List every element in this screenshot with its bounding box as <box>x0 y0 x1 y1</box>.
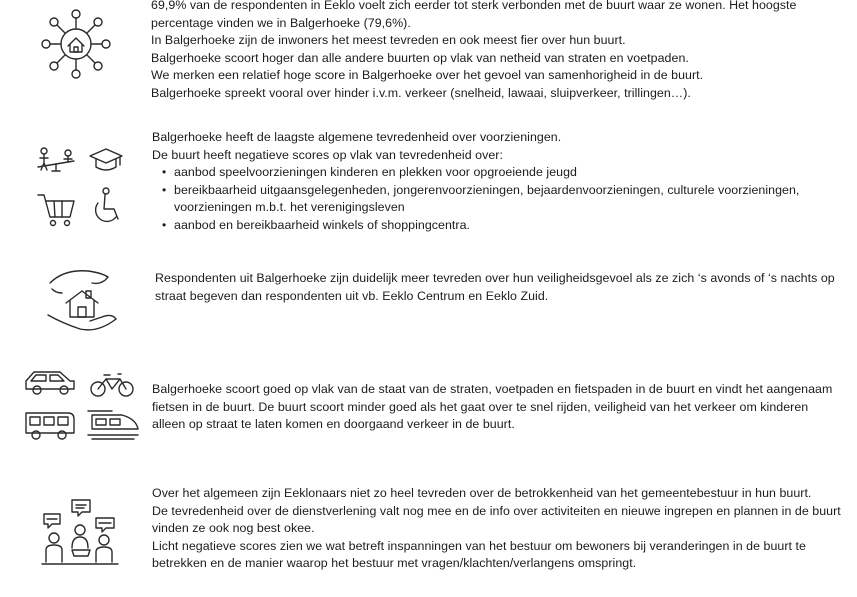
bicycle-icon <box>91 374 133 396</box>
paragraph: Respondenten uit Balgerhoeke zijn duidelijk meer tevreden over hun veiligheidsgevoel als ze zich ‘s avonds of ‘s nachts op straat begeven dan respondenten uit vb. Eeklo Centrum en Eeklo Zuid. <box>155 271 835 303</box>
list-item: • aanbod speelvoorzieningen kinderen en plekken voor opgroeiende jeugd <box>152 164 832 182</box>
section-community-text <box>151 0 851 103</box>
section-facilities <box>0 125 857 240</box>
paragraph: 69,9% van de respondenten in Eeklo voelt zich eerder tot sterk verbonden met de buurt waar ze wonen. Het hoogste percentage vinden we in Balgerhoeke (79,6%). <box>151 0 797 30</box>
paragraph: Over het algemeen zijn Eeklonaars niet zo heel tevreden over de betrokkenheid van het gemeentebestuur in hun buurt. <box>152 486 812 500</box>
paragraph: Balgerhoeke scoort hoger dan alle andere buurten op vlak van netheid van straten en voetpaden. <box>151 50 689 65</box>
paragraph: Balgerhoeke scoort goed op vlak van de staat van de straten, voetpaden en fietspaden in de buurt en vindt het aangenaam fietsen in de buurt. De buurt scoort minder goed als het gaat over te snel rijden, veiligheid van het verkeer om kinderen alleen op straat te laten komen en doorgaand verkeer in de buurt. <box>152 382 833 432</box>
paragraph: De tevredenheid over de dienstverlening valt nog mee en de info over activiteiten en nieuwe ingrepen en plannen in de buurt vinden ze ook nog best okee. <box>152 503 841 536</box>
section-facilities-text <box>152 129 832 235</box>
shopping-cart-icon <box>38 195 74 226</box>
house-in-hands-icon <box>42 263 124 335</box>
bus-icon <box>26 413 74 439</box>
facilities-bullet-list <box>152 164 832 234</box>
paragraph: In Balgerhoeke zijn de inwoners het meest tevreden en ook meest fier over hun buurt. <box>151 33 626 48</box>
section-safety-text <box>155 270 845 305</box>
graduation-cap-icon <box>90 149 122 170</box>
facilities-icons <box>34 143 128 231</box>
paragraph: Balgerhoeke heeft de laagste algemene tevredenheid over voorzieningen. <box>152 130 562 144</box>
paragraph: De buurt heeft negatieve scores op vlak van tevredenheid over: <box>152 147 503 162</box>
train-icon <box>88 411 138 439</box>
playground-icon <box>38 148 74 171</box>
paragraph: Balgerhoeke spreekt vooral over hinder i.v.m. verkeer (snelheid, lawaai, sluipverkeer, trillingen…). <box>151 85 691 100</box>
paragraph: We merken een relatief hoge score in Balgerhoeke over het gevoel van samenhorigheid in de buurt. <box>151 68 704 83</box>
section-community <box>0 0 857 110</box>
meeting-discussion-icon <box>38 496 122 572</box>
section-governance <box>0 470 857 597</box>
section-traffic <box>0 355 857 455</box>
section-traffic-text <box>152 381 842 434</box>
list-item: • aanbod en bereikbaarheid winkels of shoppingcentra. <box>152 217 832 235</box>
section-governance-text <box>152 485 852 573</box>
paragraph: Licht negatieve scores zien we wat betreft inspanningen van het bestuur om bewoners bij veranderingen in de buurt te betrekken en de manier waarop het bestuur met vragen/klachten/verlangens omspringt. <box>152 538 806 571</box>
wheelchair-icon <box>96 188 118 221</box>
community-network-icon <box>38 6 114 82</box>
traffic-icons <box>22 367 140 443</box>
list-item: • bereikbaarheid uitgaansgelegenheden, jongerenvoorzieningen, bejaardenvoorzieningen, culturele voorzieningen, voorzieningen m.b.t. het verenigingsleven <box>152 182 832 217</box>
car-icon <box>26 372 74 394</box>
section-safety <box>0 255 857 340</box>
